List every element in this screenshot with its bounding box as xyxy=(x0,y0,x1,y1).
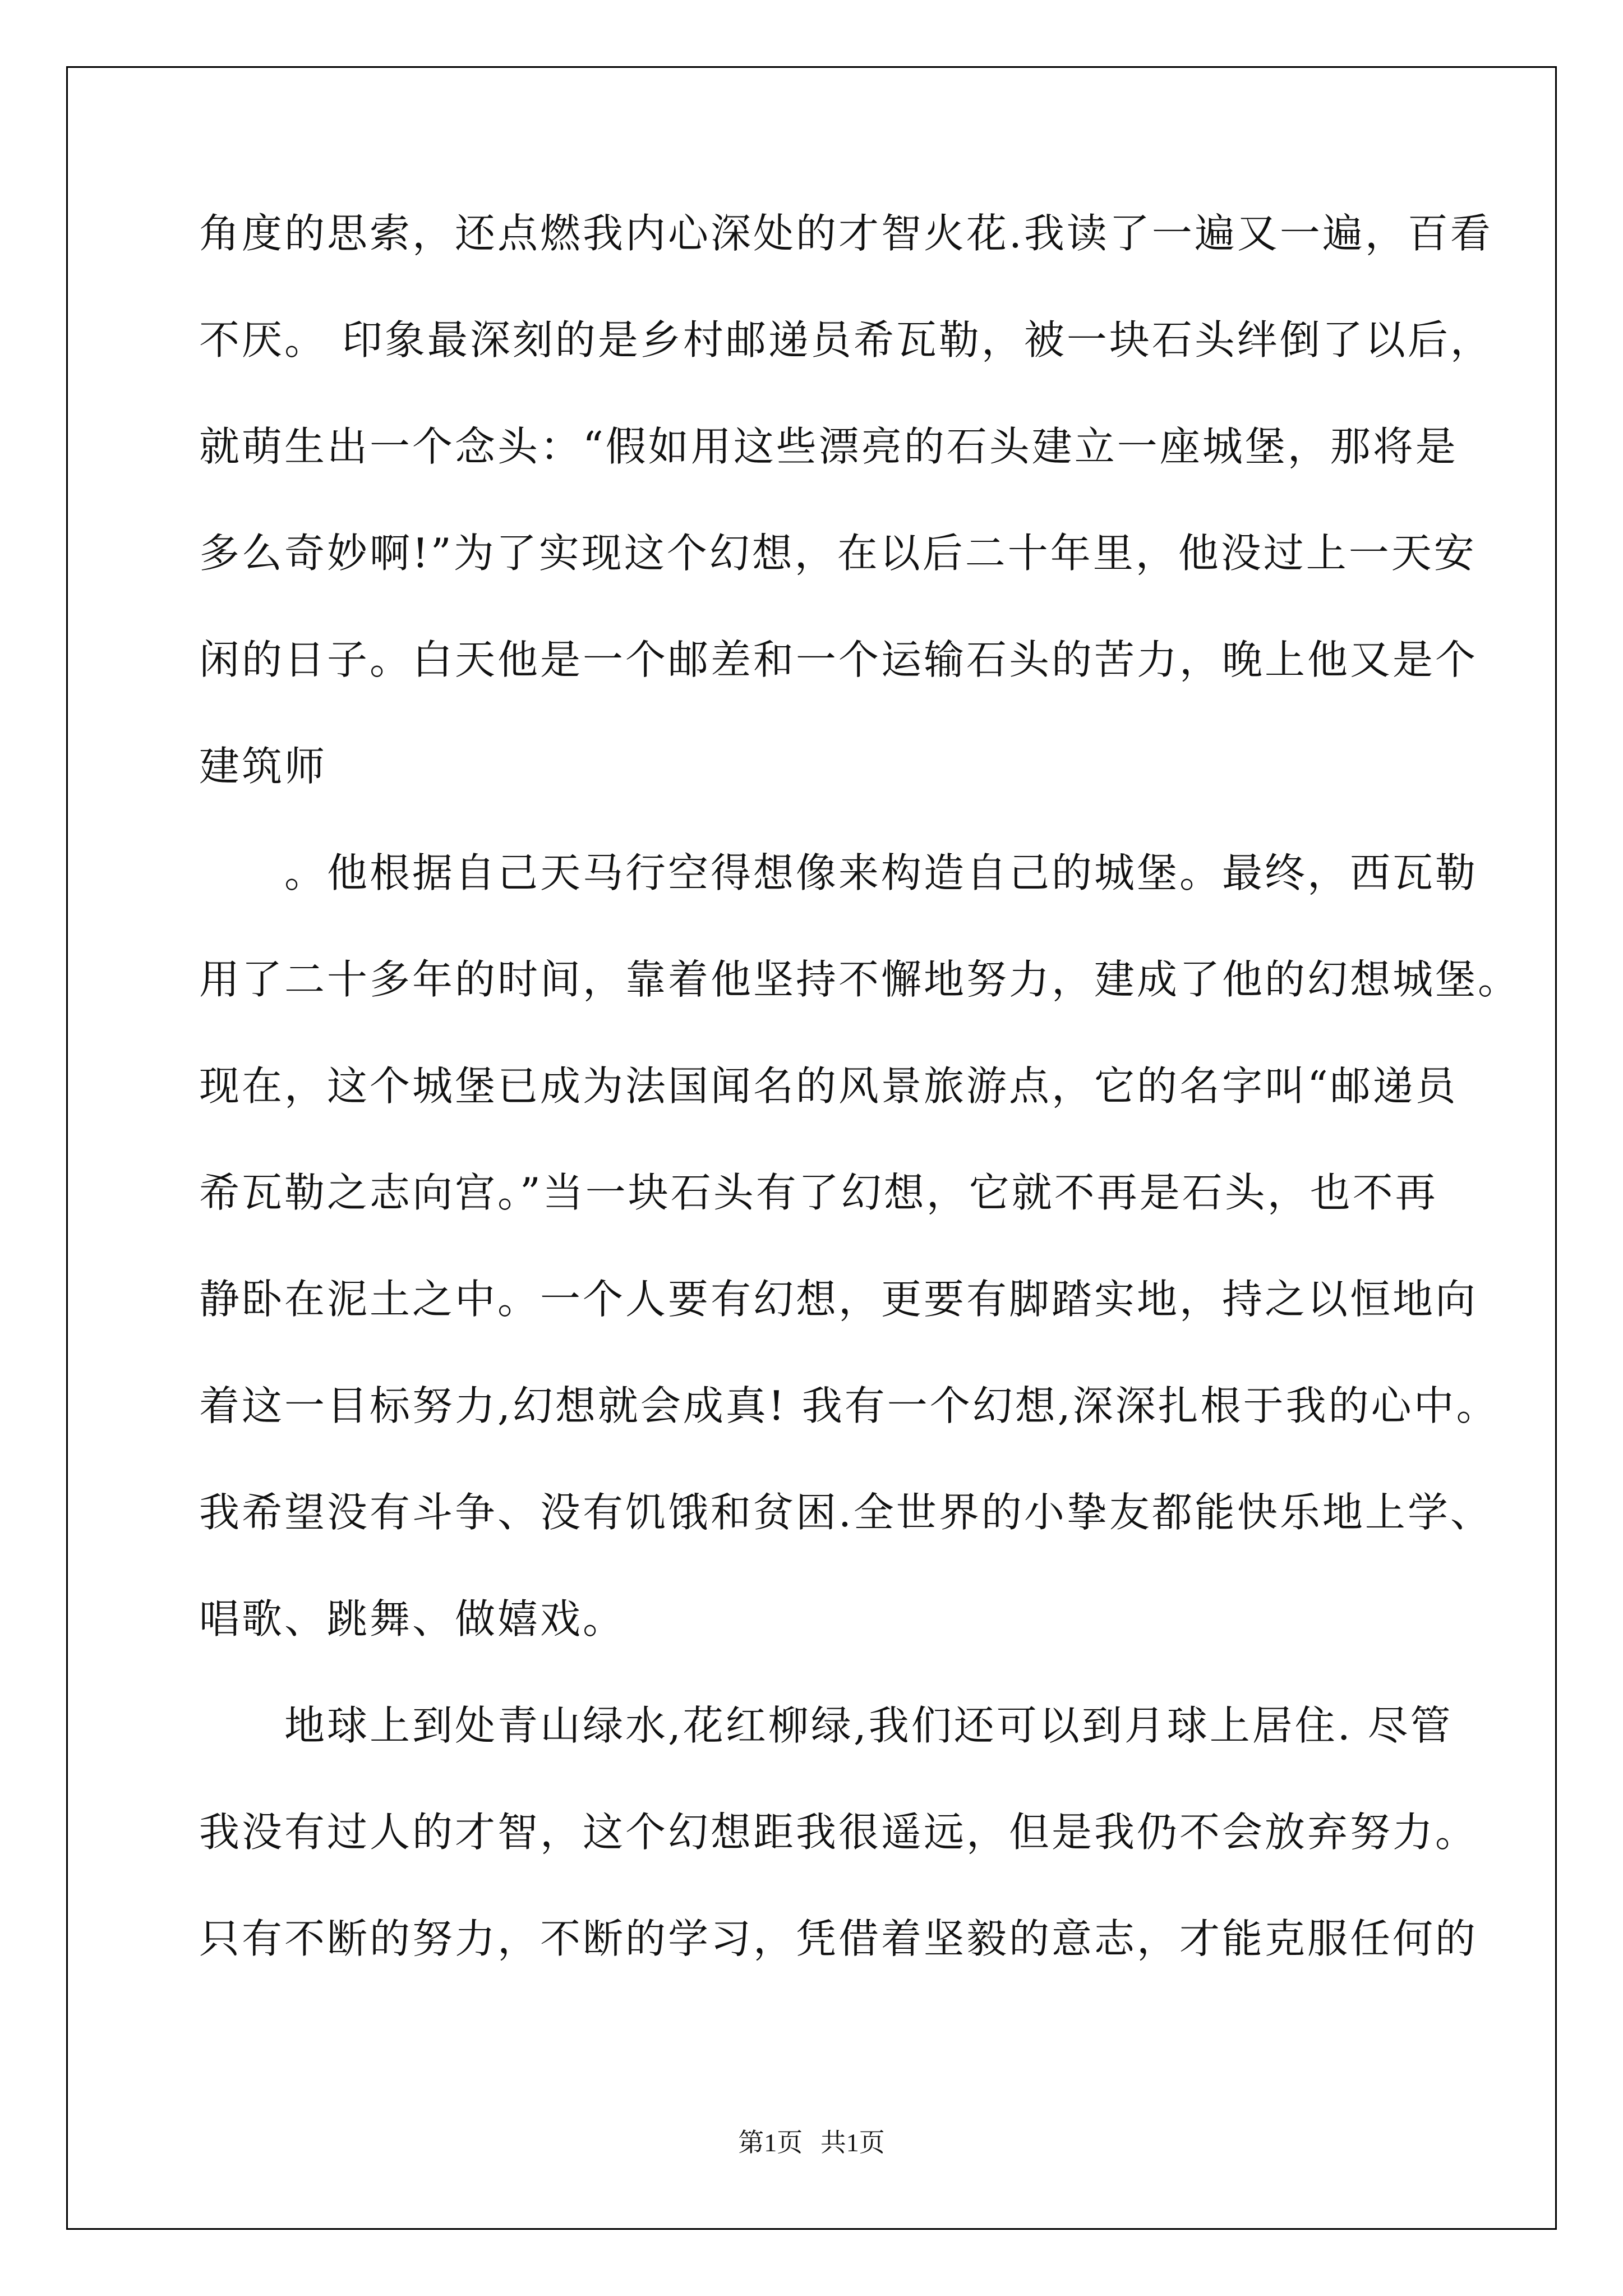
text-line: 希瓦勒之志向宫。”当一块石头有了幻想，它就不再是石头，也不再 xyxy=(199,1169,1438,1216)
text-line: 着这一目标努力,幻想就会成真! 我有一个幻想,深深扎根于我的心中。 xyxy=(199,1382,1499,1429)
text-line: 静卧在泥土之中。一个人要有幻想，更要有脚踏实地，持之以恒地向 xyxy=(199,1276,1478,1323)
text-line: 就萌生出一个念头：“假如用这些漂亮的石头建立一座城堡，那将是 xyxy=(199,423,1458,470)
text-line: 唱歌、跳舞、做嬉戏。 xyxy=(199,1595,626,1642)
text-line: 我希望没有斗争、没有饥饿和贫困.全世界的小挚友都能快乐地上学、 xyxy=(199,1489,1493,1536)
page-number: 第1页 xyxy=(738,2128,803,2157)
text-line: 地球上到处青山绿水,花红柳绿,我们还可以到月球上居住. 尽管 xyxy=(199,1702,1453,1749)
text-line: 用了二十多年的时间，靠着他坚持不懈地努力，建成了他的幻想城堡。 xyxy=(199,956,1521,1003)
text-line: 不厌。 印象最深刻的是乡村邮递员希瓦勒，被一块石头绊倒了以后， xyxy=(199,316,1493,364)
page-footer xyxy=(0,2129,1623,2157)
text-line: 建筑师 xyxy=(199,743,328,790)
text-line: 多么奇妙啊!”为了实现这个幻想，在以后二十年里，他没过上一天安 xyxy=(199,530,1477,577)
text-line: 。他根据自己天马行空得想像来构造自己的城堡。最终，西瓦勒 xyxy=(199,849,1478,896)
text-line: 闲的日子。白天他是一个邮差和一个运输石头的苦力，晚上他又是个 xyxy=(199,636,1478,683)
page-total: 共1页 xyxy=(820,2128,885,2157)
text-line: 只有不断的努力，不断的学习，凭借着坚毅的意志，才能克服任何的 xyxy=(199,1915,1478,1962)
text-line: 我没有过人的才智，这个幻想距我很遥远，但是我仍不会放弃努力。 xyxy=(199,1809,1478,1856)
document-body xyxy=(199,210,1521,2025)
text-line: 现在，这个城堡已成为法国闻名的风景旅游点，它的名字叫“邮递员 xyxy=(199,1062,1458,1110)
text-line: 角度的思索，还点燃我内心深处的才智火花.我读了一遍又一遍，百看 xyxy=(199,210,1493,257)
